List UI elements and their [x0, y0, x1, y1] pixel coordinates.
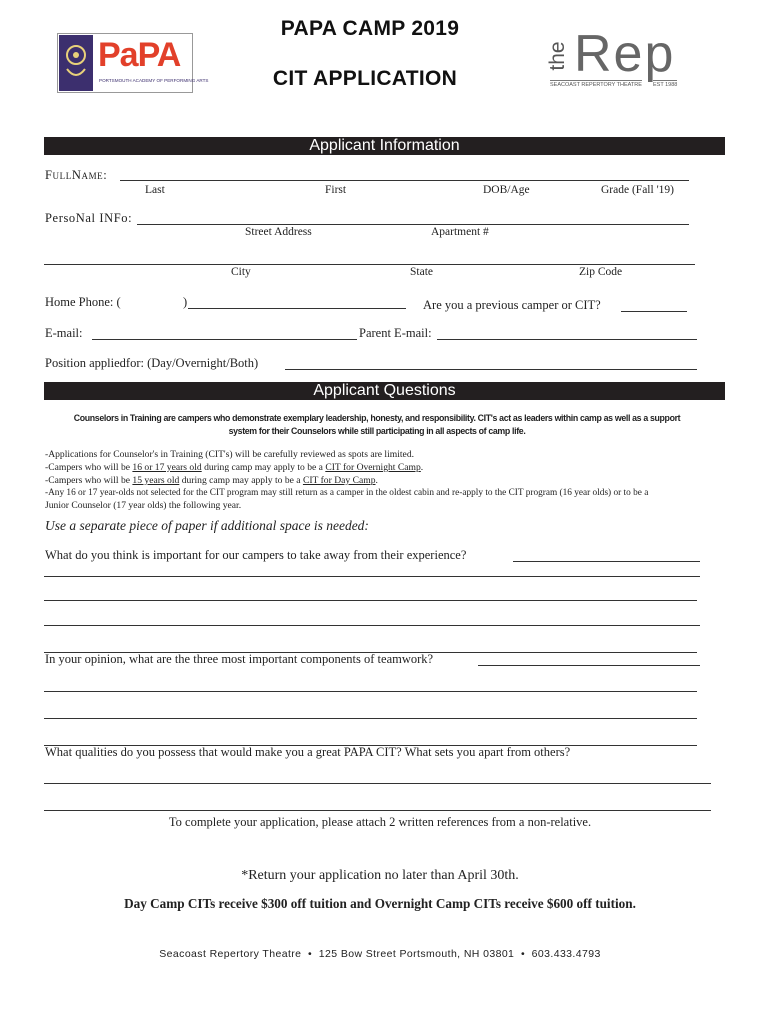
question-1: What do you think is important for our campers to take away from their experience? — [45, 548, 467, 562]
page-subtitle: CIT APPLICATION — [272, 67, 458, 90]
answer-1-line-3[interactable] — [44, 625, 700, 626]
street-address-label: Street Address — [245, 226, 312, 238]
question-2: In your opinion, what are the three most important components of teamwork? — [45, 652, 434, 666]
state-label: State — [410, 266, 433, 278]
answer-2-line-2[interactable] — [44, 718, 697, 719]
personal-info-label: PersoNal INFo: — [45, 211, 133, 225]
grade-label: Grade (Fall '19) — [601, 184, 674, 196]
street-address-field[interactable] — [137, 224, 689, 225]
address-phone: 603.433.4793 — [531, 948, 601, 960]
papa-logo-subtext: PORTSMOUTH ACADEMY OF PERFORMING ARTS — [99, 78, 209, 83]
rule-1: -Applications for Counselor's in Training (CIT's) will be carefully reviewed as spots are limited. — [45, 449, 415, 460]
rep-logo-the: the — [546, 41, 569, 71]
answer-2-line-1[interactable] — [44, 691, 697, 692]
position-label: Position appliedfor: (Day/Overnight/Both) — [45, 356, 259, 370]
page-title: PAPA CAMP 2019 — [280, 17, 460, 40]
full-name-label: FullName: — [45, 168, 108, 182]
address-street: 125 Bow Street Portsmouth, NH 03801 — [318, 948, 515, 960]
papa-logo-text: PaPA — [98, 36, 181, 74]
parent-email-field[interactable] — [437, 339, 697, 340]
answer-1-line-2[interactable] — [44, 600, 697, 601]
city-state-zip-field[interactable] — [44, 264, 695, 265]
parent-email-label: Parent E-mail: — [359, 326, 432, 340]
home-phone-close: ) — [183, 295, 188, 309]
home-phone-field[interactable] — [188, 308, 406, 309]
previous-camper-label: Are you a previous camper or CIT? — [423, 298, 601, 312]
cit-intro-line2: system for their Counselors while still participating in all aspects of camp life. — [228, 426, 526, 436]
full-name-field[interactable] — [120, 180, 689, 181]
previous-camper-field[interactable] — [621, 311, 687, 312]
answer-1-line-1[interactable] — [44, 576, 700, 577]
tuition-discount: Day Camp CITs receive $300 off tuition and Overnight Camp CITs receive $600 off tuition. — [124, 896, 636, 911]
bullet-separator: • — [517, 948, 529, 960]
zip-label: Zip Code — [579, 266, 623, 278]
rule-2: -Campers who will be 16 or 17 years old during camp may apply to be a CIT for Overnight Camp. — [45, 462, 424, 473]
answer-1-line-0[interactable] — [513, 561, 700, 562]
answer-3-line-1[interactable] — [44, 783, 711, 784]
extra-space-note: Use a separate piece of paper if additional space is needed: — [45, 518, 369, 533]
references-note: To complete your application, please attach 2 written references from a non-relative. — [168, 815, 592, 829]
home-phone-label: Home Phone: ( — [45, 295, 121, 309]
dob-label: DOB/Age — [483, 184, 530, 196]
city-label: City — [231, 266, 251, 278]
cit-intro-line1: Counselors in Training are campers who demonstrate exemplary leadership, honesty, and responsibility. CIT's act as leaders within camp as well as a support — [73, 413, 681, 423]
answer-3-line-2[interactable] — [44, 810, 711, 811]
first-label: First — [325, 184, 347, 196]
applicant-questions-heading: Applicant Questions — [44, 382, 725, 400]
rep-logo-sub: SEACOAST REPERTORY THEATRE — [550, 82, 642, 88]
deadline-note: *Return your application no later than April 30th. — [241, 868, 519, 883]
rule-4-cont: Junior Counselor (17 year olds) the following year. — [45, 500, 242, 511]
rule-3: -Campers who will be 15 years old during camp may apply to be a CIT for Day Camp. — [45, 475, 378, 486]
apartment-label: Apartment # — [431, 226, 489, 238]
address-org: Seacoast Repertory Theatre — [159, 948, 302, 960]
email-field[interactable] — [92, 339, 357, 340]
applicant-information-heading: Applicant Information — [44, 137, 725, 155]
rule-4: -Any 16 or 17 year-olds not selected for the CIT program may still return as a camper in the oldest cabin and re-apply to the CIT program (16 year olds) or to be a — [45, 488, 649, 498]
rep-logo-rep: Rep — [574, 25, 676, 83]
email-label: E-mail: — [45, 326, 83, 340]
bullet-separator: • — [304, 948, 316, 960]
last-label: Last — [145, 184, 165, 196]
position-field[interactable] — [285, 369, 697, 370]
rep-logo-est: EST 1988 — [653, 82, 678, 88]
address-line — [0, 948, 760, 960]
answer-2-line-0[interactable] — [478, 665, 700, 666]
question-3: What qualities do you possess that would make you a great PAPA CIT? What sets you apart from others? — [45, 745, 571, 759]
